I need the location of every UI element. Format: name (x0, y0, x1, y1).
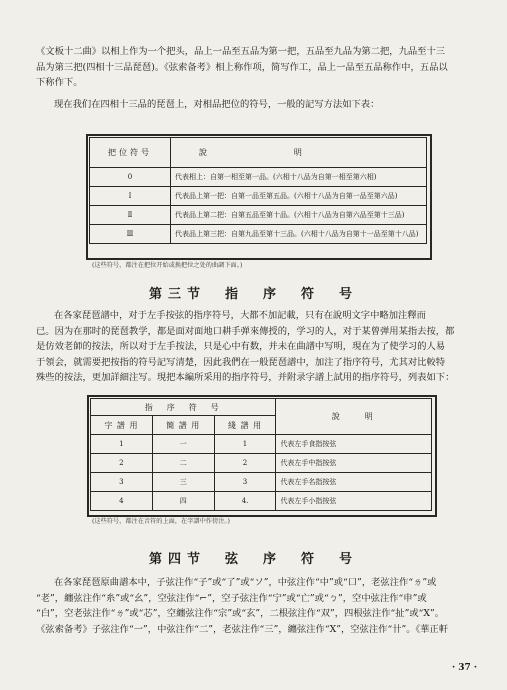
table1-header-desc1: 說 (171, 138, 214, 168)
intro-line: 《文板十二曲》以相上作为一个把头，品上一品至五品为第一把，五品至九品为第二把，九品至十三 (36, 46, 446, 57)
section4-line: “白”，空老弦注作“ㄌ”或“芯”，空纏弦注作“宗”或“玄”，二根弦注作“双”，四根弦注作“扯”或“X”。 (36, 608, 445, 619)
table1-header-symbol: 把位符号 (90, 138, 171, 168)
table2-jianpu: 一 (152, 435, 214, 454)
position-symbol-table (89, 137, 427, 244)
table2-header-desc: 說 明 (276, 399, 432, 435)
table2-header-group: 指 序 符 号 (91, 399, 276, 416)
table2-zipu: 1 (91, 435, 153, 454)
table1-note: (这些符号，都注在把位开始或换把位之处的曲調下面。) (92, 262, 243, 269)
table2-xianpu: 3 (214, 473, 276, 492)
page-number: · 37 · (451, 663, 477, 673)
section3-heading: 第三节 指 序 符 号 (148, 287, 358, 302)
table1-desc: 代表品上第一把：自第一品至第五品。(六相十八品为自第一品至第六品) (171, 187, 427, 206)
table2-jianpu: 二 (152, 454, 214, 473)
table1-header-desc2: 明 (214, 138, 427, 168)
intro-line: 品为第三把(四相十三品琵琶)。《弦索备考》相上称作项，简写作工，品上一品至五品称作中，五品以 (36, 61, 448, 73)
section4-heading: 第四节 弦 序 符 号 (148, 552, 358, 567)
table2-subheader-zipu: 字 譜 用 (91, 416, 153, 435)
table2-subheader-jianpu: 簡 譜 用 (152, 416, 214, 435)
table2-zipu: 2 (91, 454, 153, 473)
table1-symbol: Ⅲ (90, 225, 171, 244)
table1-desc: 代表品上第二把：自第五品至第十品。(六相十八品为自第六品至第十三品) (171, 206, 427, 225)
section4-line: 《弦索备考》子弦注作“一”，中弦注作“二”，老弦注作“三”，纏弦注作“X”，空弦注作“卄”。《華正軒 (36, 623, 449, 635)
table1-symbol: Ⅰ (90, 187, 171, 206)
table2-zipu: 4 (91, 492, 153, 511)
table2-xianpu: 1 (214, 435, 276, 454)
section3-line: 是仿效老師的按法，所以对于左手按法，只是心中有数，并未在曲譜中写明，現在为了使学习的人易 (36, 341, 446, 352)
section4-line: 在各家琵琶原曲譜本中，子弦注作“子”或“了”或“ソ”，中弦注作“中”或“口”，老弦注作“ㄌ”或 (54, 577, 437, 588)
table1-symbol: Ⅱ (90, 206, 171, 225)
section4-line: “老”，纏弦注作“糸”或“幺”，空弦注作“⌐”，空子弦注作“宁”或“亡”或“ㄅ”，空中弦注作“申”或 (36, 592, 427, 604)
table2-jianpu: 四 (152, 492, 214, 511)
table1-desc: 代表相上：自第一相至第一品。(六相十八品为自第一相至第六相) (171, 168, 427, 187)
table2-desc: 代表左手食指按弦 (276, 435, 432, 454)
section3-line: 于領会，就需要把按指的符号記写清楚，因此我們在一般琵琶譜中，加注了指序符号，尤其对比較特 (36, 356, 446, 368)
table1-symbol: 0 (90, 168, 171, 187)
section3-line: 在各家琵琶譜中，对于左手按弦的指序符号，大都不加記載，只有在說明文字中略加注釋而 (54, 310, 426, 321)
table2-note: (这些符号，都注在音符的上面，在字譜中作傍注。) (92, 518, 230, 525)
table2-xianpu: 2 (214, 454, 276, 473)
table2-zipu: 3 (91, 473, 153, 492)
table2-subheader-xianpu: 綫 譜 用 (214, 416, 276, 435)
intro-line: 现在我们在四相十三品的琵琶上，对相品把位的符号，一般的記写方法如下表： (54, 98, 380, 110)
section3-line: 已。因为在那时的琵琶教学，都是面对面地口耕手弹來傳授的，学习的人，对于某曾弹用某指去按，都 (36, 325, 455, 337)
table2-desc: 代表左手名指按弦 (276, 473, 432, 492)
intro-line: 下称作下。 (36, 77, 83, 88)
table2-xianpu: 4. (214, 492, 276, 511)
finger-order-table (90, 398, 432, 511)
section4-paragraph (36, 575, 476, 637)
section3-line: 殊些的按法，更加詳細注写。現把本編所采用的指序符号，并附录字譜上試用的指序符号，列表如下： (36, 372, 455, 383)
table1-desc: 代表品上第三把：自第九品至第十三品。(六相十八品为自第十一品至第十八品) (171, 225, 427, 244)
table2-desc: 代表左手小指按弦 (276, 492, 432, 511)
table2-desc: 代表左手中指按弦 (276, 454, 432, 473)
intro-paragraph (36, 44, 476, 112)
section3-paragraph (36, 308, 476, 386)
table2-jianpu: 三 (152, 473, 214, 492)
